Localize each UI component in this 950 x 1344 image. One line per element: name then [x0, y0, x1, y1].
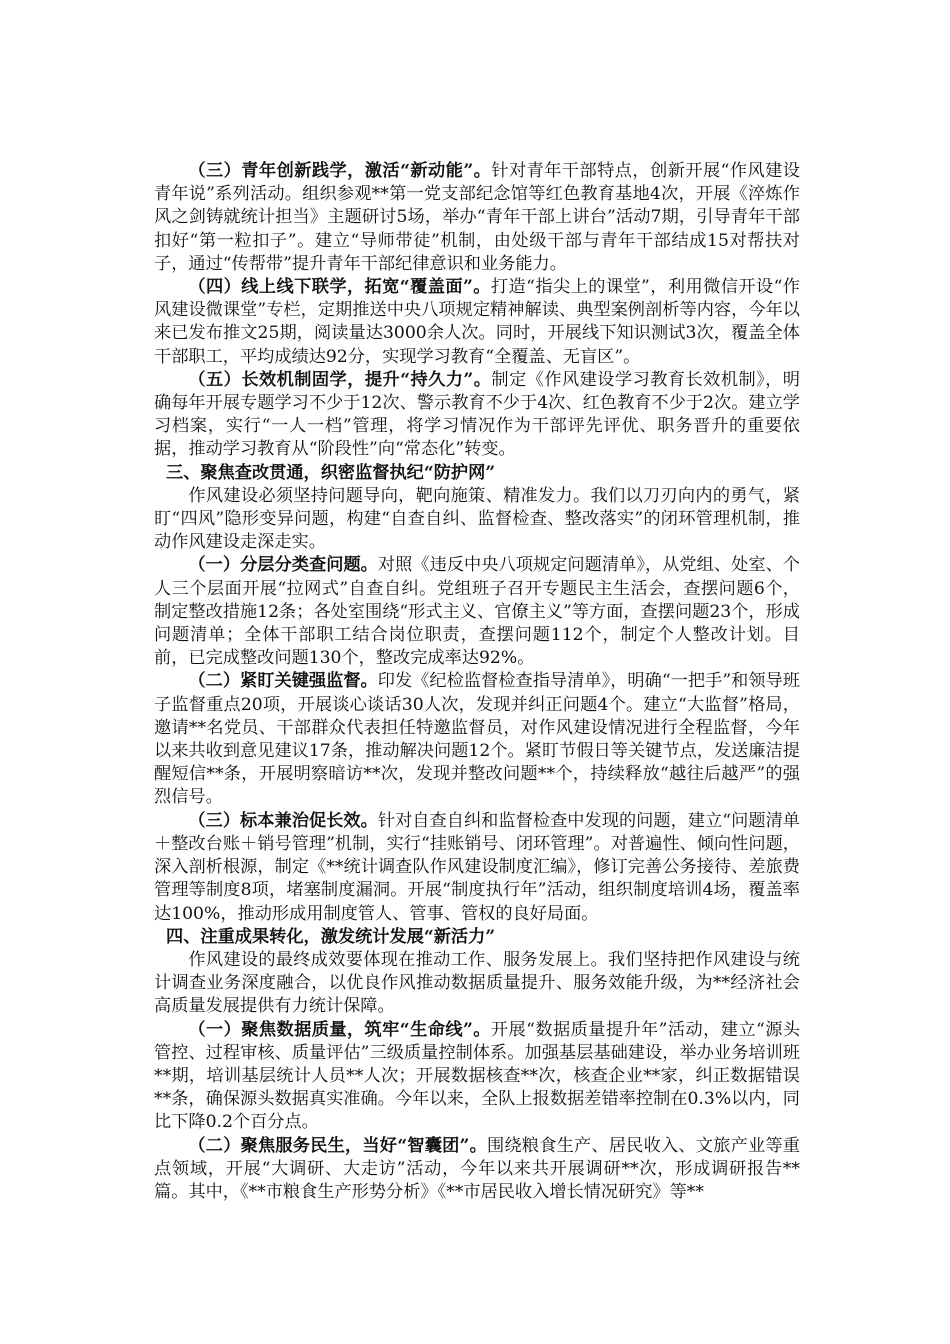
paragraph-lead: （三）青年创新践学，激活“新动能”。 — [188, 161, 492, 181]
paragraph-text: 对照《违反中央八项规定问题清单》，从党组、处室、个人三个层面开展“拉网式”自查自纠。党组班子召开专题民主生活会，查摆问题6个，制定整改措施12条；各处室围绕“形式主义、官僚主义”等方面，查摆问题23个，形成问题清单；全体干部职工结合岗位职责，查摆问题112个，制定个人整改计划。目前，已完成整改问题130个，整改完成率达92%。 — [154, 555, 800, 669]
paragraph-data-quality — [154, 1019, 800, 1135]
section-heading-text: 三、聚焦查改贯通，织密监督执纪“防护网” — [166, 462, 496, 483]
paragraph-youth-learning — [154, 160, 800, 276]
paragraph-lead: （一）聚焦数据质量，筑牢“生命线”。 — [188, 1019, 491, 1040]
paragraph-text: 围绕粮食生产、居民收入、文旅产业等重点领域，开展“大调研、大走访”活动，今年以来共开展调研**次，形成调研报告**篇。其中，《**市粮食生产形势分析》《**市居民收入增长情况研究》等** — [154, 1135, 800, 1202]
paragraph-section-3-intro — [154, 485, 800, 555]
section-heading-text: 四、注重成果转化，激发统计发展“新活力” — [166, 926, 496, 947]
section-heading-3 — [154, 462, 800, 485]
paragraph-lead: （三）标本兼治促长效。 — [188, 810, 378, 831]
paragraph-text: 作风建设必须坚持问题导向，靶向施策、精准发力。我们以刀刃向内的勇气，紧盯“四风”隐形变异问题，构建“自查自纠、监督检查、整改落实”的闭环管理机制，推动作风建设走深走实。 — [154, 485, 800, 553]
paragraph-text: 打造“指尖上的课堂”，利用微信开设“作风建设微课堂”专栏，定期推送中央八项规定精神解读、典型案例剖析等内容，今年以来已发布推文25期，阅读量达3000余人次。同时，开展线下知识测试3次，覆盖全体干部职工，平均成绩达92分，实现学习教育“全覆盖、无盲区”。 — [154, 277, 800, 367]
paragraph-serve-livelihood — [154, 1135, 800, 1205]
paragraph-text: 开展“数据质量提升年”活动，建立“源头管控、过程审核、质量评估”三级质量控制体系。加强基层基础建设，举办业务培训班**期，培训基层统计人员**人次；开展数据核查**次，核查企业**家，纠正数据错误**条，确保源头数据真实准确。今年以来，全队上报数据差错率控制在0.3%以内，同比下降0.2个百分点。 — [154, 1019, 800, 1133]
document-page — [154, 160, 800, 1204]
paragraph-online-offline — [154, 276, 800, 369]
paragraph-text: 作风建设的最终成效要体现在推动工作、服务发展上。我们坚持把作风建设与统计调查业务深度融合，以优良作风推动数据质量提升、服务效能升级，为**经济社会高质量发展提供有力统计保障。 — [154, 949, 800, 1017]
paragraph-long-term — [154, 369, 800, 462]
paragraph-lead: （二）聚焦服务民生，当好“智囊团”。 — [188, 1135, 487, 1156]
paragraph-lead: （一）分层分类查问题。 — [188, 555, 378, 576]
paragraph-section-4-intro — [154, 949, 800, 1019]
paragraph-layered-check — [154, 554, 800, 670]
paragraph-text: 针对青年干部特点，创新开展“作风建设青年说”系列活动。组织参观**第一党支部纪念馆等红色教育基地4次，开展《淬炼作风之剑铸就统计担当》主题研讨5场，举办“青年干部上讲台”活动7期，引导青年干部扣好“第一粒扣子”。建立“导师带徒”机制，由处级干部与青年干部结成15对帮扶对子，通过“传帮带”提升青年干部纪律意识和业务能力。 — [154, 161, 800, 274]
section-heading-4 — [154, 926, 800, 949]
paragraph-text: 制定《作风建设学习教育长效机制》，明确每年开展专题学习不少于12次、警示教育不少于4次、红色教育不少于2次。建立学习档案，实行“一人一档”管理，将学习情况作为干部评先评优、职务晋升的重要依据，推动学习教育从“阶段性”向“常态化”转变。 — [154, 369, 800, 460]
paragraph-lead: （四）线上线下联学，拓宽“覆盖面”。 — [188, 277, 491, 298]
paragraph-root-cause — [154, 810, 800, 926]
paragraph-text: 针对自查自纠和监督检查中发现的问题，建立“问题清单＋整改台账＋销号管理”机制，实行“挂账销号、闭环管理”。对普遍性、倾向性问题，深入剖析根源，制定《**统计调查队作风建设制度汇编》，修订完善公务接待、差旅费管理等制度8项，堵塞制度漏洞。开展“制度执行年”活动，组织制度培训4场，覆盖率达100%，推动形成用制度管人、管事、管权的良好局面。 — [154, 810, 800, 924]
paragraph-supervision — [154, 670, 800, 809]
paragraph-text: 印发《纪检监督检查指导清单》，明确“一把手”和领导班子监督重点20项，开展谈心谈话30人次，发现并纠正问题4个。建立“大监督”格局，邀请**名党员、干部群众代表担任特邀监督员，对作风建设情况进行全程监督，今年以来共收到意见建议17条，推动解决问题12个。紧盯节假日等关键节点，发送廉洁提醒短信**条，开展明察暗访**次，发现并整改问题**个，持续释放“越往后越严”的强烈信号。 — [154, 671, 800, 808]
paragraph-lead: （五）长效机制固学，提升“持久力”。 — [188, 369, 492, 390]
paragraph-lead: （二）紧盯关键强监督。 — [188, 671, 378, 692]
